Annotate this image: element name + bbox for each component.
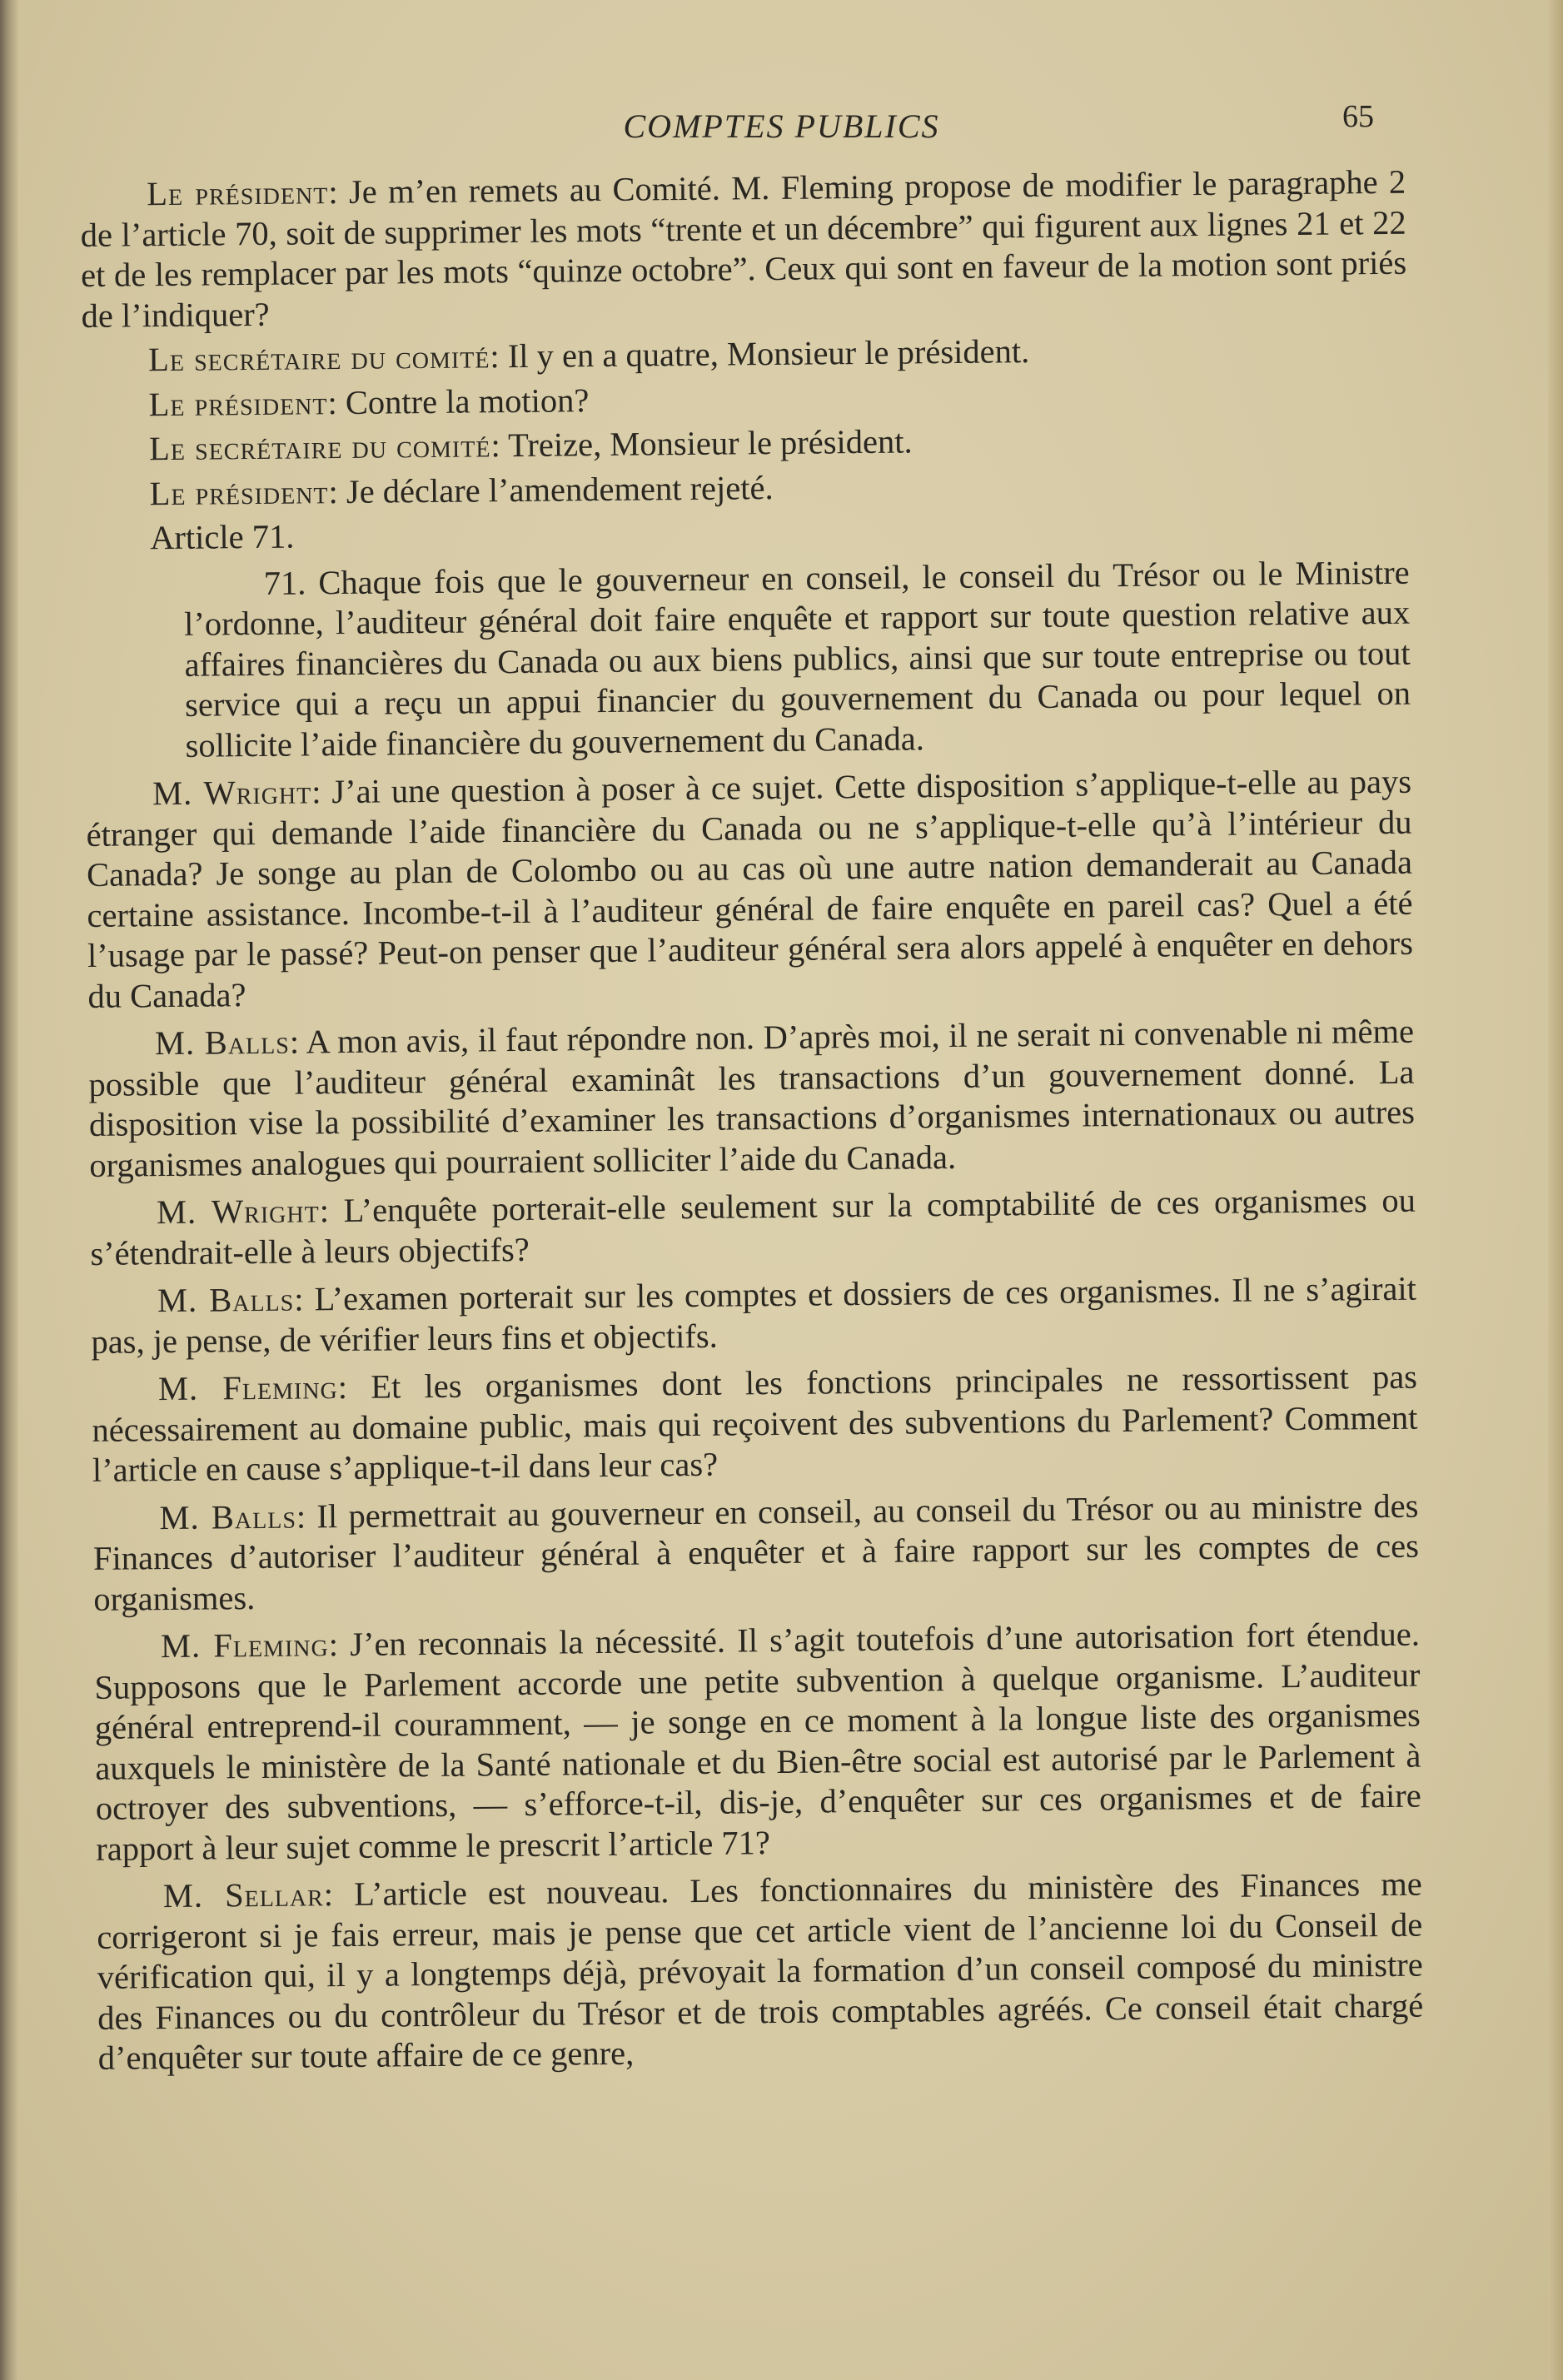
paragraph: Le président: Je m’en remets au Comité. M. Fleming propose de modifier le paragraphe 2 de l’article 70, soit de supprimer les mots “trente et un décembre” qui figurent aux lignes 21 et 22 et de les remplacer par les mots “quinze octobre”. Ceux qui sont en faveur de la motion sont priés de l’indiquer? xyxy=(80,162,1407,335)
page-right-edge xyxy=(1548,0,1563,2380)
speaker-name: M. Fleming xyxy=(157,1368,338,1408)
paragraph: M. Fleming: J’en reconnais la nécessité. Il s’agit toutefois d’une autorisation fort étendue. Supposons que le Parlement accorde une petite subvention à quelque organisme. L’auditeur général entreprend-il couramment, — je songe en ce moment à la longue liste des organismes auxquels le ministère de la Santé nationale et du Bien-être social est autorisé par le Parlement à octroyer des subventions, — s’efforce-t-il, dis-je, d’enquêter sur ces organismes et de faire rapport à leur sujet comme le prescrit l’article 71? xyxy=(94,1615,1421,1868)
speaker-name: Le secrétaire du comité xyxy=(148,426,491,468)
speaker-name: Le président xyxy=(147,173,329,213)
speaker-name: M. Balls xyxy=(159,1497,297,1536)
paragraph-text: Il permettrait au gouverneur en conseil, au conseil du Trésor ou au ministre des Finances d’autoriser l’auditeur général à enquêter et à faire rapport sur les comptes de ces organismes. xyxy=(92,1486,1420,1618)
page-number: 65 xyxy=(1342,99,1374,134)
paragraph-text: Il y en a quatre, Monsieur le président. xyxy=(507,332,1030,376)
paragraph-text: A mon avis, il faut répondre non. D’après moi, il ne serait ni convenable ni même possible que l’auditeur général examinât les transactions d’un gouvernement donné. La disposition vise la possibilité d’examiner les transactions d’organismes internationaux ou autres organismes analogues qui pourraient solliciter l’aide du Canada. xyxy=(88,1012,1416,1184)
running-header xyxy=(0,98,1563,148)
paragraph: M. Balls: Il permettrait au gouverneur en conseil, au conseil du Trésor ou au ministre des Finances d’autoriser l’auditeur général à enquêter et à faire rapport sur les comptes de ces organismes. xyxy=(92,1486,1420,1618)
speaker-name: M. Fleming xyxy=(160,1626,329,1666)
paragraph-text: Et les organismes dont les fonctions principales ne ressortissent pas nécessairement au domaine public, mais qui reçoivent des subventions du Parlement? Comment l’article en cause s’applique-t-il dans leur cas? xyxy=(92,1357,1418,1489)
paragraph-text: L’examen porterait sur les comptes et dossiers de ces organismes. Il ne s’agirait pas, je pense, de vérifier leurs fins et objectifs. xyxy=(91,1269,1417,1361)
paragraph-text: L’article est nouveau. Les fonctionnaires du ministère des Finances me corrigeront si je fais erreur, mais je pense que cet article vient de l’ancienne loi du Conseil de vérification qui, il y a longtemps déjà, prévoyait la formation d’un conseil composé du ministre des Finances ou du contrôleur du Trésor et de trois comptables agréés. Ce conseil était chargé d’enquêter sur toute affaire de ce genre, xyxy=(97,1865,1424,2077)
paragraph-text: J’en reconnais la nécessité. Il s’agit toutefois d’une autorisation fort étendue. Supposons que le Parlement accorde une petite subvention à quelque organisme. L’auditeur général entreprend-il couramment, — je songe en ce moment à la longue liste des organismes auxquels le ministère de la Santé nationale et du Bien-être social est autorisé par le Parlement à octroyer des subventions, — s’efforce-t-il, dis-je, d’enquêter sur ces organismes et de faire rapport à leur sujet comme le prescrit l’article 71? xyxy=(94,1615,1421,1868)
paragraph-text: Contre la motion? xyxy=(345,381,590,421)
paragraph-text: Treize, Monsieur le président. xyxy=(507,422,913,465)
speaker-name: M. Balls xyxy=(157,1280,295,1320)
paragraph: M. Sellar: L’article est nouveau. Les fonctionnaires du ministère des Finances me corrigeront si je fais erreur, mais je pense que cet article vient de l’ancienne loi du Conseil de vérification qui, il y a longtemps déjà, prévoyait la formation d’un conseil composé du ministre des Finances ou du contrôleur du Trésor et de trois comptables agréés. Ce conseil était chargé d’enquêter sur toute affaire de ce genre, xyxy=(97,1865,1424,2077)
speaker-name: Le président xyxy=(148,383,328,423)
speaker-name: M. Balls xyxy=(154,1023,291,1063)
paragraph-text: Je déclare l’amendement rejeté. xyxy=(346,468,774,510)
speaker-name: Le président xyxy=(149,472,329,512)
paragraph-text: Je m’en remets au Comité. M. Fleming propose de modifier le paragraphe 2 de l’article 70, soit de supprimer les mots “trente et un décembre” qui figurent aux lignes 21 et 22 et de les remplacer par les mots “quinze octobre”. Ceux qui sont en faveur de la motion sont priés de l’indiquer? xyxy=(80,162,1407,335)
paragraph: M. Wright: J’ai une question à poser à ce sujet. Cette disposition s’applique-t-elle au pays étranger qui demande l’aide financière du Canada ou ne s’applique-t-elle qu’à l’intérieur du Canada? Je songe au plan de Colombo ou au cas où une autre nation demanderait au Canada certaine assistance. Incombe-t-il à l’auditeur général de faire enquête en pareil cas? Quel a été l’usage par le passé? Peut-on penser que l’auditeur général sera alors appelé à enquêter en dehors du Canada? xyxy=(86,762,1414,1015)
paragraph: M. Balls: A mon avis, il faut répondre non. D’après moi, il ne serait ni convenable ni même possible que l’auditeur général examinât les transactions d’un gouvernement donné. La disposition vise la possibilité d’examiner les transactions d’organismes internationaux ou autres organismes analogues qui pourraient solliciter l’aide du Canada. xyxy=(88,1012,1416,1184)
paragraph: M. Wright: L’enquête porterait-elle seulement sur la comptabilité de ces organismes ou s’étendrait-elle à leurs objectifs? xyxy=(90,1181,1416,1272)
paragraph: M. Fleming: Et les organismes dont les fonctions principales ne ressortissent pas nécessairement au domaine public, mais qui reçoivent des subventions du Parlement? Comment l’article en cause s’applique-t-il dans leur cas? xyxy=(92,1357,1418,1489)
page-binding-edge xyxy=(0,0,18,2380)
speaker-name: M. Sellar xyxy=(162,1875,325,1915)
body-text xyxy=(80,162,1424,2087)
speaker-name: M. Wright xyxy=(152,773,312,813)
paragraph: Le président: Je déclare l’amendement rejeté. xyxy=(149,468,774,512)
speaker-name: Le secrétaire du comité xyxy=(147,337,490,379)
article-label: Article 71. xyxy=(149,517,295,557)
speaker-name: M. Wright xyxy=(156,1192,320,1232)
article-quote: 71. Chaque fois que le gouverneur en conseil, le conseil du Trésor ou le Ministre l’ordonne, l’auditeur général doit faire enquête et rapport sur toute question relative aux affaires financières du Canada ou aux biens publics, ainsi que sur toute entreprise ou tout service qui a reçu un appui financier du gouvernement du Canada ou pour lequel on sollicite l’aide financière du gouvernement du Canada. xyxy=(183,553,1411,764)
paragraph: Le secrétaire du comité: Treize, Monsieur le président. xyxy=(148,422,913,468)
running-title: COMPTES PUBLICS xyxy=(623,107,940,145)
paragraph: Le secrétaire du comité: Il y en a quatre, Monsieur le président. xyxy=(147,332,1030,379)
paragraph: Le président: Contre la motion? xyxy=(148,381,590,423)
paragraph: M. Balls: L’examen porterait sur les comptes et dossiers de ces organismes. Il ne s’agirait pas, je pense, de vérifier leurs fins et objectifs. xyxy=(91,1269,1417,1361)
paragraph-text: J’ai une question à poser à ce sujet. Cette disposition s’applique-t-elle au pays étranger qui demande l’aide financière du Canada ou ne s’applique-t-elle qu’à l’intérieur du Canada? Je songe au plan de Colombo ou au cas où une autre nation demanderait au Canada certaine assistance. Incombe-t-il à l’auditeur général de faire enquête en pareil cas? Quel a été l’usage par le passé? Peut-on penser que l’auditeur général sera alors appelé à enquêter en dehors du Canada? xyxy=(86,762,1414,1015)
paragraph-text: L’enquête porterait-elle seulement sur la comptabilité de ces organismes ou s’étendrait-elle à leurs objectifs? xyxy=(90,1181,1416,1272)
